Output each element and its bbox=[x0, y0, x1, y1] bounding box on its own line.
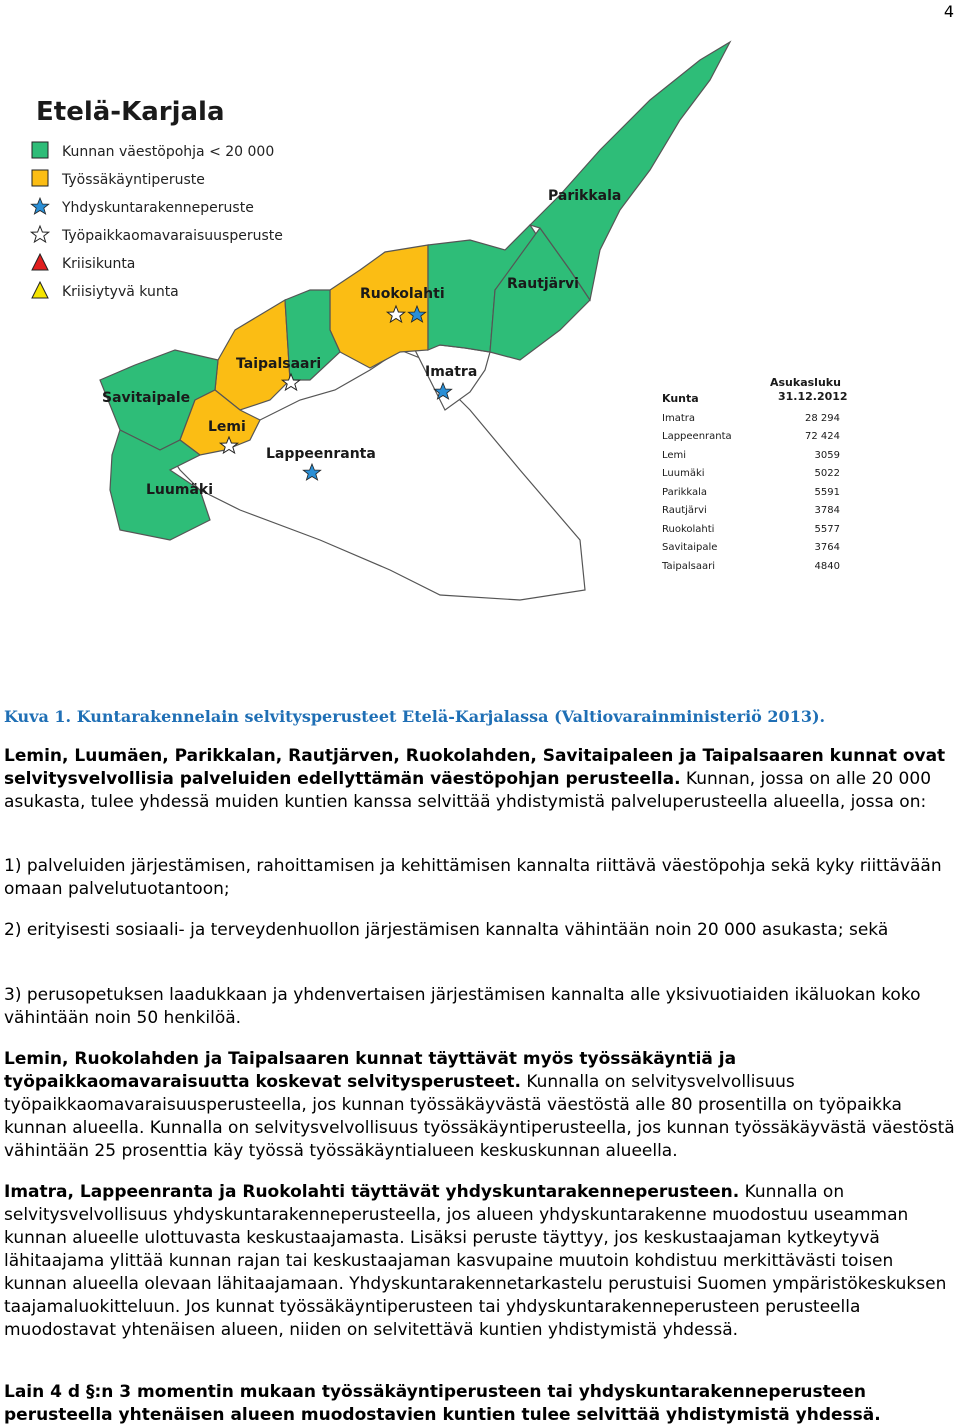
table-cell-value: 5577 bbox=[814, 524, 840, 535]
map-legend bbox=[31, 142, 283, 300]
table-cell-kunta: Imatra bbox=[662, 413, 695, 424]
table-cell-value: 5022 bbox=[814, 468, 840, 479]
map-label-ruokolahti: Ruokolahti bbox=[360, 286, 445, 302]
table-cell-kunta: Taipalsaari bbox=[662, 561, 715, 572]
map-label-parikkala: Parikkala bbox=[548, 188, 622, 204]
table-cell-value: 72 424 bbox=[805, 431, 840, 442]
municipality-map bbox=[0, 40, 960, 640]
legend-label: Kriisiytyvä kunta bbox=[62, 284, 179, 300]
map-label-savitaipale: Savitaipale bbox=[102, 390, 191, 406]
list-item-1: 1) palveluiden järjestämisen, rahoittamisen ja kehittämisen kannalta riittävä väestöpohja sekä kyky riittävään omaan palvelutuotantoon; bbox=[4, 856, 942, 899]
table-cell-kunta: Lappeenranta bbox=[662, 431, 732, 442]
table-cell-value: 28 294 bbox=[805, 413, 840, 424]
table-cell-value: 3764 bbox=[814, 542, 840, 553]
paragraph-3-bold: Imatra, Lappeenranta ja Ruokolahti täyttävät yhdyskuntarakenneperusteen. bbox=[4, 1182, 740, 1202]
yellow-triangle-icon bbox=[32, 282, 48, 298]
blue-star-icon bbox=[31, 198, 48, 214]
table-cell-value: 3784 bbox=[814, 505, 840, 516]
map-label-imatra: Imatra bbox=[425, 364, 478, 380]
table-header-date: 31.12.2012 bbox=[778, 390, 848, 403]
map-label-lappeenranta: Lappeenranta bbox=[266, 446, 376, 462]
paragraph-3-text: Kunnalla on selvitysvelvollisuus yhdyskuntarakenneperusteella, jos alueen yhdyskuntarakenne muodostuu useamman kunnan alueelle ulottuvasta keskustaajamasta. Lisäksi peruste täyttyy, jos keskustaajaman kytkeytyvä lähitaajama ylittää kunnan rajan tai keskustaajaman kasvupaine muutoin kohdistuu merkittävästi toisen kunnan alueella olevaan lähitaajamaan. Yhdyskuntarakennetarkastelu perustuisi Suomen ympäristökeskuksen taajamaluokitteluun. Jos kunnat työssäkäyntiperusteen tai yhdyskuntarakenneperusteen perusteella muodostavat yhtenäisen alueen, niiden on selvitettävä kuntien yhdistymistä yhdessä. bbox=[4, 1182, 947, 1340]
legend-label: Kunnan väestöpohja < 20 000 bbox=[62, 144, 275, 160]
yellow-square-icon bbox=[32, 170, 48, 186]
paragraph-2-text: Kunnalla on selvitysvelvollisuus työpaikkaomavaraisuusperusteella, jos kunnan työssäkäyvästä väestöstä alle 80 prosentilla on työpaikka kunnan alueella. Kunnalla on selvitysvelvollisuus työssäkäyntiperusteella, jos kunnan työssäkäyvästä väestöstä vähintään 25 prosenttia käy työssä työssäkäyntialueen keskuskunnan alueella. bbox=[4, 1072, 955, 1161]
table-header-asukasluku: Asukasluku bbox=[770, 376, 841, 389]
paragraph-4 bbox=[4, 1381, 956, 1427]
red-triangle-icon bbox=[32, 254, 48, 270]
paragraph-3 bbox=[4, 1181, 956, 1342]
table-cell-kunta: Rautjärvi bbox=[662, 505, 707, 516]
figure-caption: Kuva 1. Kuntarakennelain selvitysperusteet Etelä-Karjalassa (Valtiovarainministeriö 2013). bbox=[4, 707, 826, 726]
paragraph-1-bold: Lemin, Luumäen, Parikkalan, Rautjärven, Ruokolahden, Savitaipaleen ja Taipalsaaren kunnat ovat selvitysvelvollisia palveluiden edellyttämän väestöpohjan perusteella. bbox=[4, 746, 946, 789]
table-cell-value: 4840 bbox=[814, 561, 840, 572]
list-item-2: 2) erityisesti sosiaali- ja terveydenhuollon järjestämisen kannalta vähintään noin 20 000 asukasta; sekä bbox=[4, 920, 889, 940]
paragraph-2-bold: Lemin, Ruokolahden ja Taipalsaaren kunnat täyttävät myös työssäkäyntiä ja työpaikkaomavaraisuutta koskevat selvitysperusteet. bbox=[4, 1049, 737, 1092]
green-square-icon bbox=[32, 142, 48, 158]
map-label-rautjarvi: Rautjärvi bbox=[507, 276, 579, 292]
region-taipalsaari bbox=[215, 300, 290, 410]
map-title: Etelä-Karjala bbox=[36, 97, 225, 127]
legend-label: Työssäkäyntiperuste bbox=[62, 172, 205, 188]
legend-label: Työpaikkaomavaraisuusperuste bbox=[62, 228, 283, 244]
table-cell-kunta: Lemi bbox=[662, 450, 687, 461]
map-label-luumaki: Luumäki bbox=[146, 482, 213, 498]
table-cell-kunta: Ruokolahti bbox=[662, 524, 715, 535]
legend-label: Yhdyskuntarakenneperuste bbox=[62, 200, 254, 216]
page-number: 4 bbox=[943, 2, 954, 21]
table-cell-kunta: Savitaipale bbox=[662, 542, 718, 553]
list-item-3: 3) perusopetuksen laadukkaan ja yhdenvertaisen järjestämisen kannalta alle yksivuotiaiden ikäluokan koko vähintään noin 50 henkilöä. bbox=[4, 985, 921, 1028]
table-cell-kunta: Luumäki bbox=[662, 468, 705, 479]
table-cell-kunta: Parikkala bbox=[662, 487, 708, 498]
paragraph-4-bold: Lain 4 d §:n 3 momentin mukaan työssäkäyntiperusteen tai yhdyskuntarakenneperusteen perusteella yhtenäisen alueen muodostavien kuntien tulee selvittää yhdistymistä yhdessä. bbox=[4, 1382, 881, 1425]
white-star-icon bbox=[31, 226, 48, 242]
region-ruokolahti bbox=[330, 245, 428, 368]
legend-label: Kriisikunta bbox=[62, 256, 136, 272]
table-header-kunta: Kunta bbox=[662, 392, 699, 405]
paragraph-1 bbox=[4, 745, 956, 814]
table-cell-value: 3059 bbox=[814, 450, 840, 461]
population-table bbox=[661, 376, 848, 572]
map-label-taipalsaari: Taipalsaari bbox=[236, 356, 322, 372]
paragraph-1-text: Kunnan, jossa on alle 20 000 asukasta, tulee yhdessä muiden kuntien kanssa selvittää yhdistymistä palveluperusteella alueella, jossa on: bbox=[4, 769, 932, 812]
paragraph-2 bbox=[4, 1048, 956, 1163]
map-label-lemi: Lemi bbox=[208, 419, 246, 435]
table-cell-value: 5591 bbox=[814, 487, 840, 498]
